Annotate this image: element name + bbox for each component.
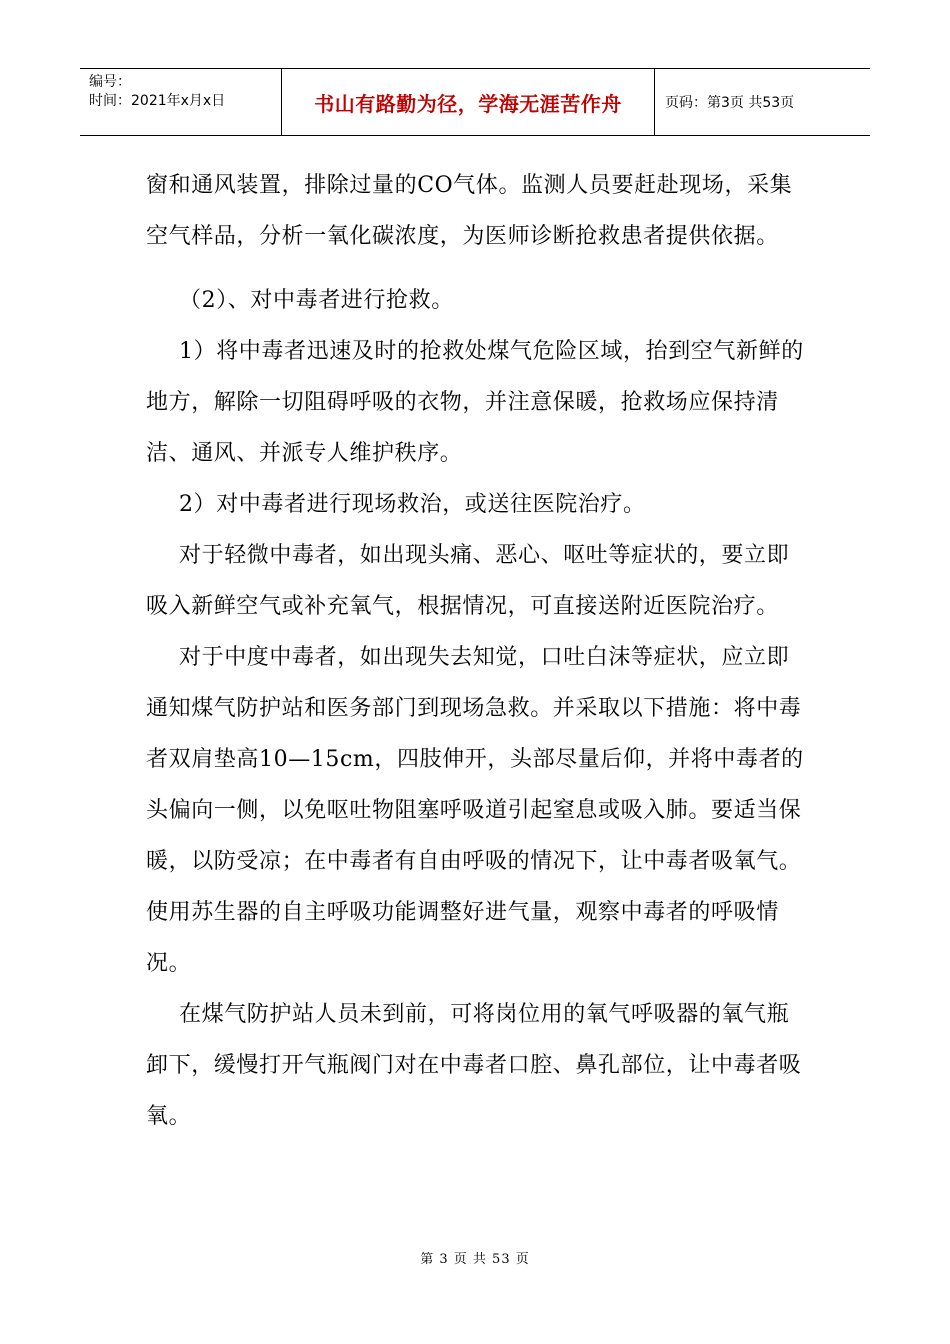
header-meta [80, 69, 282, 135]
paragraph-5: 对于轻微中毒者，如出现头痛、恶心、呕吐等症状的，要立即吸入新鲜空气或补充氧气，根据情况，可直接送附近医院治疗。 [146, 543, 790, 619]
header-page-info: 页码：第3页 共53页 [665, 95, 795, 111]
page-footer: 第 3 页 共 53 页 [420, 1252, 530, 1267]
paragraph-2: （2）、对中毒者进行抢救。 [179, 288, 454, 313]
time-label: 时间：2021年x月x日 [89, 93, 226, 109]
paragraph-6: 对于中度中毒者，如出现失去知觉，口吐白沫等症状，应立即通知煤气防护站和医务部门到现场急救。并采取以下措施：将中毒者双肩垫高10—15cm，四肢伸开，头部尽量后仰，并将中毒者的头偏向一侧，以免呕吐物阻塞呼吸道引起窒息或吸入肺。要适当保暖，以防受凉；在中毒者有自由呼吸的情况下，让中毒者吸氧气。使用苏生器的自主呼吸功能调整好进气量，观察中毒者的呼吸情况。 [146, 645, 804, 976]
paragraph-4: 2）对中毒者进行现场救治，或送往医院治疗。 [179, 492, 646, 517]
header-motto: 书山有路勤为径，学海无涯苦作舟 [282, 69, 655, 135]
page-header [80, 68, 870, 136]
paragraph-1: 窗和通风装置，排除过量的CO气体。监测人员要赶赴现场，采集空气样品，分析一氧化碳浓度，为医师诊断抢救患者提供依据。 [146, 173, 793, 249]
paragraph-7: 在煤气防护站人员未到前，可将岗位用的氧气呼吸器的氧气瓶卸下，缓慢打开气瓶阀门对在中毒者口腔、鼻孔部位，让中毒者吸氧。 [146, 1002, 802, 1129]
document-body [146, 160, 811, 1142]
number-label: 编号： [89, 74, 131, 90]
paragraph-3: 1）将中毒者迅速及时的抢救处煤气危险区域，抬到空气新鲜的地方，解除一切阻碍呼吸的衣物，并注意保暖，抢救场应保持清洁、通风、并派专人维护秩序。 [146, 339, 804, 466]
